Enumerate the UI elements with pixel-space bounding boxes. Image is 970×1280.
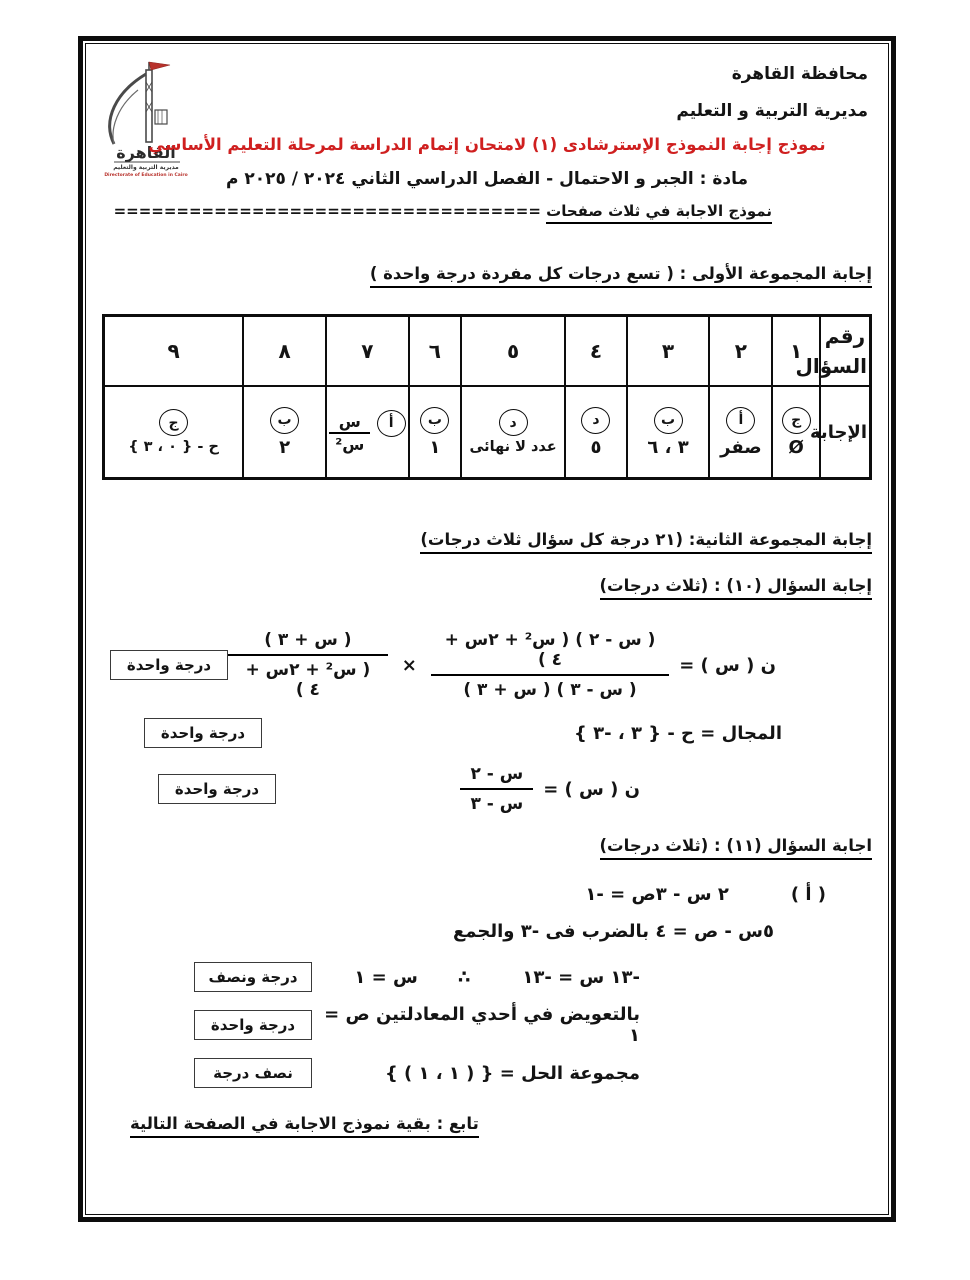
q11-line-2 (102, 921, 872, 942)
fraction (431, 630, 669, 700)
answer-letter-badge: ب (654, 407, 683, 434)
answer-letter-badge: أ (377, 410, 406, 437)
question-number-cell: ٦ (409, 316, 461, 387)
answer-letter-badge: أ (726, 407, 755, 434)
fraction-denominator: ( س - ٣ ) ( س + ٣ ) (463, 680, 637, 700)
answer-cell (565, 386, 626, 479)
answer-value: ٥ (590, 436, 602, 458)
answer-letter-badge: د (499, 409, 528, 436)
answer-value: صفر (720, 436, 762, 458)
question-number-cell: ٨ (243, 316, 326, 387)
score-box: درجة واحدة (194, 1010, 312, 1040)
pages-note: نموذج الاجابة في ثلاث صفحات (546, 202, 772, 224)
fraction-denominator: س - ٣ (470, 794, 524, 814)
q11-heading: اجابة السؤال (١١) : (ثلاث درجات) (102, 836, 872, 860)
solution-set-statement: مجموعة الحل = { ( ١ ، ١ ) } (384, 1062, 640, 1084)
equation: -١٣ س = -١٣ (522, 966, 640, 988)
fraction-denominator: ( س² + ٢س + ٤ ) (245, 660, 371, 700)
question-number-cell: ٧ (326, 316, 409, 387)
fraction-numerator: ( س + ٣ ) (228, 630, 388, 656)
substitution-statement: بالتعويض في أحدي المعادلتين ص = ١ (324, 1004, 640, 1046)
answer-row (104, 386, 871, 479)
score-box: درجة ونصف (194, 962, 312, 992)
therefore-sign: ∴ (457, 966, 471, 988)
question-number-cell: ١ (772, 316, 820, 387)
logo-caption-en: Directorate of Education in Cairo (104, 173, 188, 178)
score-box: نصف درجة (194, 1058, 312, 1088)
answers-table (102, 314, 872, 480)
subject-line: مادة : الجبر و الاحتمال - الفصل الدراسي الثاني ٢٠٢٤ / ٢٠٢٥ م (225, 169, 749, 189)
multiplication-sign: × (401, 654, 417, 676)
equation-lhs: ن ( س ) = (679, 654, 776, 676)
fraction (228, 630, 388, 700)
question-number-cell: ٥ (461, 316, 565, 387)
answer-cell (461, 386, 565, 479)
corner-answer-label: الإجابة (820, 386, 871, 479)
q10-equation-1 (102, 630, 872, 700)
question-number-row (104, 316, 871, 387)
svg-text:القاهرة: القاهرة (116, 143, 176, 162)
question-number-cell: ٩ (104, 316, 244, 387)
fraction-numerator: ( س - ٢ ) ( س² + ٢س + ٤ ) (431, 630, 669, 676)
directorate-line: مديرية التربية و التعليم (676, 101, 868, 121)
governorate-line: محافظة القاهرة (731, 64, 868, 84)
fraction (460, 764, 533, 814)
fraction-numerator: س (329, 412, 370, 434)
logo-caption: مديرية التربية والتعليم (113, 164, 179, 171)
answer-letter-badge: ب (420, 407, 449, 434)
answer-cell (104, 386, 244, 479)
page-frame (78, 36, 896, 1222)
footer-note: تابع : بقية نموذج الاجابة في الصفحة التالية (102, 1114, 872, 1138)
answer-value: Ø (788, 436, 804, 458)
exam-title: نموذج إجابة النموذج الإسترشادى (١) لامتحان إتمام الدراسة لمرحلة التعليم الأساسي (148, 135, 826, 154)
q11-line-5 (102, 1058, 872, 1088)
equation-lhs: ن ( س ) = (543, 778, 640, 800)
score-box: درجة واحدة (144, 718, 262, 748)
pages-note-line (102, 202, 872, 220)
score-box: درجة واحدة (110, 650, 228, 680)
answer-cell (709, 386, 772, 479)
score-box: درجة واحدة (158, 774, 276, 804)
answer-letter-badge: ج (159, 409, 188, 436)
answer-value: ٢ (279, 436, 291, 458)
q11-line-3 (102, 962, 872, 992)
q10-equation-2 (102, 764, 872, 814)
question-number-cell: ٤ (565, 316, 626, 387)
group2-heading: إجابة المجموعة الثانية: (٢١ درجة كل سؤال ثلاث درجات) (102, 530, 872, 554)
answer-letter-badge: د (581, 407, 610, 434)
answer-value: ٣ ، ٦ (647, 436, 689, 458)
domain-statement: المجال = ح - { ٣ ، -٣ } (574, 722, 782, 744)
q11-line-1 (102, 884, 872, 905)
answer-letter-badge: ب (270, 407, 299, 434)
group1-heading: إجابة المجموعة الأولى : ( تسع درجات كل مفردة درجة واحدة ) (102, 264, 872, 288)
answer-value: عدد لا نهائى (469, 439, 557, 455)
corner-question-number: رقم السؤال (820, 316, 871, 387)
equation-result: س = ١ (354, 966, 418, 988)
answer-cell (627, 386, 710, 479)
q11-line-4 (102, 1004, 872, 1046)
fraction-numerator: س - ٢ (460, 764, 533, 790)
fraction-denominator: س² (335, 435, 365, 455)
answer-value: ح - { ٠ ، ٣ } (128, 439, 219, 455)
question-number-cell: ٣ (627, 316, 710, 387)
answer-fraction (329, 412, 370, 454)
question-number-cell: ٢ (709, 316, 772, 387)
answer-value: ١ (429, 436, 441, 458)
answer-cell (243, 386, 326, 479)
answer-cell (326, 386, 409, 479)
answer-cell (409, 386, 461, 479)
part-label: ( أ ) (790, 884, 826, 905)
equation: ٥س - ص = ٤ بالضرب فى -٣ والجمع (453, 921, 774, 942)
equals-run: ================================== (113, 202, 541, 220)
answer-letter-badge: ج (782, 407, 811, 434)
q10-domain-line (102, 718, 872, 748)
q10-heading: إجابة السؤال (١٠) : (ثلاث درجات) (102, 576, 872, 600)
equation: ٢ س - ٣ص = -١ (585, 884, 729, 905)
